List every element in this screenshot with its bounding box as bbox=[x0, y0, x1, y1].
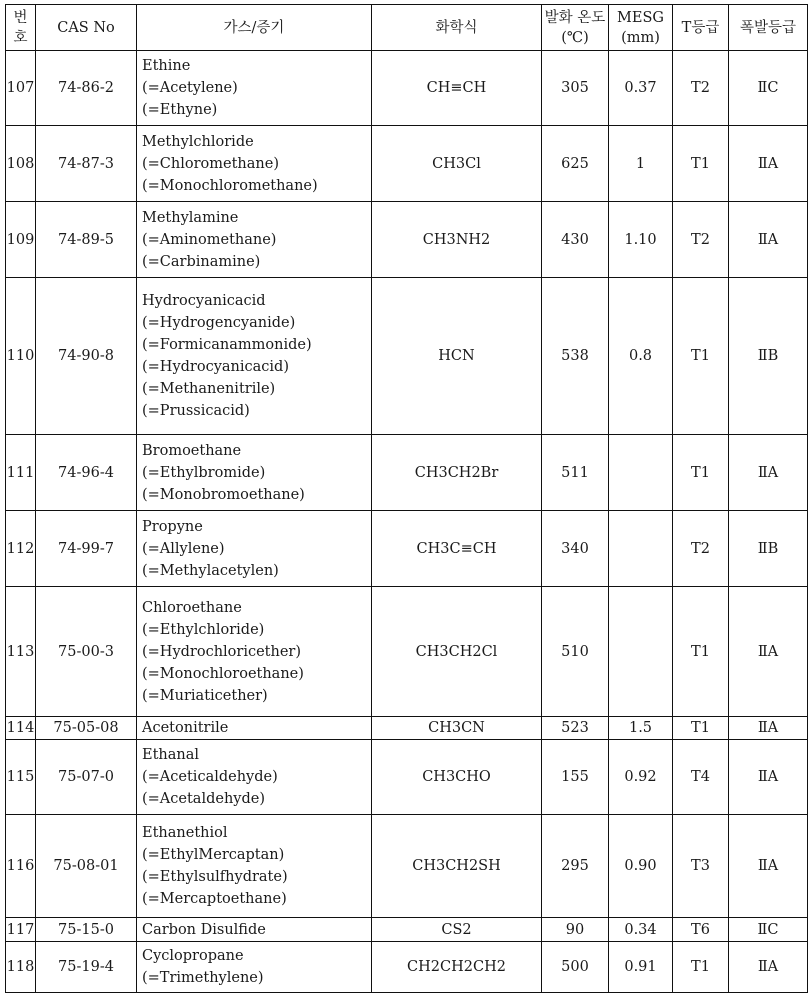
gas-name-line: (=Prussicacid) bbox=[142, 403, 250, 419]
gas-name-line: (=Trimethylene) bbox=[142, 970, 264, 986]
header-formula: 화학식 bbox=[372, 5, 542, 51]
row-mesg: 0.34 bbox=[609, 918, 673, 942]
row-explosion-group: ⅡA bbox=[729, 435, 808, 511]
table-row bbox=[6, 51, 808, 126]
row-no: 111 bbox=[6, 435, 36, 511]
gas-name-line: (=EthylMercaptan) bbox=[142, 847, 285, 863]
table-row bbox=[6, 202, 808, 278]
row-explosion-group: ⅡA bbox=[729, 740, 808, 815]
row-gas-names bbox=[137, 815, 372, 918]
row-gas-names bbox=[137, 435, 372, 511]
row-formula: CH3CH2Cl bbox=[372, 587, 542, 717]
row-explosion-group: ⅡA bbox=[729, 815, 808, 918]
row-no: 113 bbox=[6, 587, 36, 717]
row-mesg bbox=[609, 435, 673, 511]
row-explosion-group: ⅡA bbox=[729, 587, 808, 717]
gas-name-line: Ethine bbox=[142, 58, 191, 74]
row-tclass: T6 bbox=[673, 918, 729, 942]
header-tclass: T등급 bbox=[673, 5, 729, 51]
row-gas-names bbox=[137, 740, 372, 815]
row-no: 110 bbox=[6, 278, 36, 435]
row-gas-names bbox=[137, 942, 372, 993]
row-tclass: T2 bbox=[673, 51, 729, 126]
row-ignition: 510 bbox=[542, 587, 609, 717]
table-row bbox=[6, 278, 808, 435]
header-no-label: 번호 bbox=[13, 9, 28, 46]
row-gas-names bbox=[137, 587, 372, 717]
row-explosion-group: ⅡB bbox=[729, 278, 808, 435]
row-tclass: T1 bbox=[673, 717, 729, 740]
row-tclass: T1 bbox=[673, 126, 729, 202]
gas-name-line: (=Monobromoethane) bbox=[142, 486, 305, 503]
header-row bbox=[6, 5, 808, 51]
row-ignition: 500 bbox=[542, 942, 609, 993]
row-cas: 75-19-4 bbox=[36, 942, 137, 993]
row-ignition: 511 bbox=[542, 435, 609, 511]
row-formula: CH3C≡CH bbox=[372, 511, 542, 587]
gas-name-line: Acetonitrile bbox=[142, 720, 229, 736]
row-no: 115 bbox=[6, 740, 36, 815]
header-no bbox=[6, 5, 36, 51]
row-ignition: 625 bbox=[542, 126, 609, 202]
gas-name-line: (=Hydrogencyanide) bbox=[142, 315, 296, 331]
row-explosion-group: ⅡA bbox=[729, 717, 808, 740]
header-ignition-label: 발화 온도(℃) bbox=[544, 9, 606, 46]
row-tclass: T4 bbox=[673, 740, 729, 815]
table-row bbox=[6, 587, 808, 717]
gas-name-line: Carbon Disulfide bbox=[142, 921, 266, 938]
row-cas: 75-05-08 bbox=[36, 717, 137, 740]
row-mesg: 0.91 bbox=[609, 942, 673, 993]
row-no: 108 bbox=[6, 126, 36, 202]
row-tclass: T1 bbox=[673, 587, 729, 717]
row-ignition: 155 bbox=[542, 740, 609, 815]
row-mesg: 0.92 bbox=[609, 740, 673, 815]
row-gas-names bbox=[137, 278, 372, 435]
row-ignition: 538 bbox=[542, 278, 609, 435]
row-cas: 75-00-3 bbox=[36, 587, 137, 717]
row-formula: CH2CH2CH2 bbox=[372, 942, 542, 993]
row-cas: 75-07-0 bbox=[36, 740, 137, 815]
row-formula: CH3CH2SH bbox=[372, 815, 542, 918]
row-tclass: T1 bbox=[673, 278, 729, 435]
header-gas: 가스/증기 bbox=[137, 5, 372, 51]
row-gas-names bbox=[137, 511, 372, 587]
row-mesg: 1.10 bbox=[609, 202, 673, 278]
gas-table-sheet bbox=[5, 4, 808, 993]
gas-name-line: (=Acetaldehyde) bbox=[142, 791, 266, 807]
row-cas: 74-90-8 bbox=[36, 278, 137, 435]
gas-name-line: Methylchloride bbox=[142, 133, 254, 150]
row-no: 116 bbox=[6, 815, 36, 918]
header-ignition bbox=[542, 5, 609, 51]
gas-name-line: (=Monochloroethane) bbox=[142, 665, 304, 682]
row-gas-names bbox=[137, 202, 372, 278]
row-gas-names bbox=[137, 918, 372, 942]
gas-name-line: (=Methylacetylen) bbox=[142, 562, 279, 579]
row-formula: CH3CN bbox=[372, 717, 542, 740]
row-ignition: 90 bbox=[542, 918, 609, 942]
row-mesg: 1 bbox=[609, 126, 673, 202]
table-row bbox=[6, 717, 808, 740]
row-mesg: 0.37 bbox=[609, 51, 673, 126]
row-mesg: 1.5 bbox=[609, 717, 673, 740]
row-explosion-group: ⅡC bbox=[729, 918, 808, 942]
table-body bbox=[6, 51, 808, 993]
gas-name-line: (=Hydrochloricether) bbox=[142, 643, 302, 660]
row-mesg: 0.8 bbox=[609, 278, 673, 435]
row-no: 107 bbox=[6, 51, 36, 126]
gas-properties-table bbox=[5, 4, 808, 993]
header-mesg bbox=[609, 5, 673, 51]
gas-name-line: (=Aminomethane) bbox=[142, 231, 277, 248]
row-explosion-group: ⅡC bbox=[729, 51, 808, 126]
row-no: 112 bbox=[6, 511, 36, 587]
row-formula: HCN bbox=[372, 278, 542, 435]
row-ignition: 430 bbox=[542, 202, 609, 278]
row-cas: 74-99-7 bbox=[36, 511, 137, 587]
row-formula: CH≡CH bbox=[372, 51, 542, 126]
gas-name-line: (=Carbinamine) bbox=[142, 253, 261, 270]
header-cas: CAS No bbox=[36, 5, 137, 51]
gas-name-line: Bromoethane bbox=[142, 442, 242, 459]
row-gas-names bbox=[137, 717, 372, 740]
row-mesg bbox=[609, 511, 673, 587]
gas-name-line: (=Muriaticether) bbox=[142, 687, 268, 704]
row-formula: CH3CHO bbox=[372, 740, 542, 815]
gas-name-line: Cyclopropane bbox=[142, 948, 244, 964]
gas-name-line: Chloroethane bbox=[142, 599, 242, 616]
gas-name-line: (=Formicanammonide) bbox=[142, 337, 312, 353]
header-explosion: 폭발등급 bbox=[729, 5, 808, 51]
gas-name-line: (=Monochloromethane) bbox=[142, 177, 318, 194]
gas-name-line: (=Methanenitrile) bbox=[142, 381, 276, 397]
row-ignition: 523 bbox=[542, 717, 609, 740]
row-formula: CH3NH2 bbox=[372, 202, 542, 278]
gas-name-line: Hydrocyanicacid bbox=[142, 293, 266, 309]
gas-name-line: (=Acetylene) bbox=[142, 80, 238, 96]
row-tclass: T2 bbox=[673, 511, 729, 587]
row-ignition: 305 bbox=[542, 51, 609, 126]
row-cas: 75-08-01 bbox=[36, 815, 137, 918]
gas-name-line: (=Hydrocyanicacid) bbox=[142, 359, 289, 375]
row-no: 109 bbox=[6, 202, 36, 278]
gas-name-line: (=Chloromethane) bbox=[142, 155, 279, 172]
table-row bbox=[6, 942, 808, 993]
table-row bbox=[6, 918, 808, 942]
row-tclass: T1 bbox=[673, 942, 729, 993]
gas-name-line: Propyne bbox=[142, 518, 203, 535]
row-explosion-group: ⅡB bbox=[729, 511, 808, 587]
row-mesg bbox=[609, 587, 673, 717]
row-no: 117 bbox=[6, 918, 36, 942]
gas-name-line: (=Aceticaldehyde) bbox=[142, 769, 278, 785]
row-no: 118 bbox=[6, 942, 36, 993]
row-explosion-group: ⅡA bbox=[729, 202, 808, 278]
row-cas: 75-15-0 bbox=[36, 918, 137, 942]
table-row bbox=[6, 126, 808, 202]
table-row bbox=[6, 740, 808, 815]
table-row bbox=[6, 511, 808, 587]
gas-name-line: Ethanethiol bbox=[142, 825, 228, 841]
row-mesg: 0.90 bbox=[609, 815, 673, 918]
gas-name-line: (=Allylene) bbox=[142, 540, 225, 557]
row-cas: 74-86-2 bbox=[36, 51, 137, 126]
gas-name-line: (=Ethylbromide) bbox=[142, 464, 266, 481]
row-tclass: T2 bbox=[673, 202, 729, 278]
gas-name-line: (=Ethyne) bbox=[142, 102, 218, 118]
row-gas-names bbox=[137, 51, 372, 126]
row-formula: CH3CH2Br bbox=[372, 435, 542, 511]
row-explosion-group: ⅡA bbox=[729, 126, 808, 202]
row-formula: CH3Cl bbox=[372, 126, 542, 202]
row-ignition: 295 bbox=[542, 815, 609, 918]
header-mesg-label: MESG (mm) bbox=[617, 9, 664, 46]
row-formula: CS2 bbox=[372, 918, 542, 942]
table-row bbox=[6, 435, 808, 511]
row-explosion-group: ⅡA bbox=[729, 942, 808, 993]
gas-name-line: Ethanal bbox=[142, 747, 200, 763]
row-tclass: T1 bbox=[673, 435, 729, 511]
row-cas: 74-96-4 bbox=[36, 435, 137, 511]
row-no: 114 bbox=[6, 717, 36, 740]
table-row bbox=[6, 815, 808, 918]
gas-name-line: (=Mercaptoethane) bbox=[142, 891, 287, 907]
row-tclass: T3 bbox=[673, 815, 729, 918]
row-cas: 74-87-3 bbox=[36, 126, 137, 202]
gas-name-line: Methylamine bbox=[142, 209, 239, 226]
row-ignition: 340 bbox=[542, 511, 609, 587]
gas-name-line: (=Ethylsulfhydrate) bbox=[142, 869, 288, 885]
gas-name-line: (=Ethylchloride) bbox=[142, 621, 265, 638]
row-cas: 74-89-5 bbox=[36, 202, 137, 278]
row-gas-names bbox=[137, 126, 372, 202]
